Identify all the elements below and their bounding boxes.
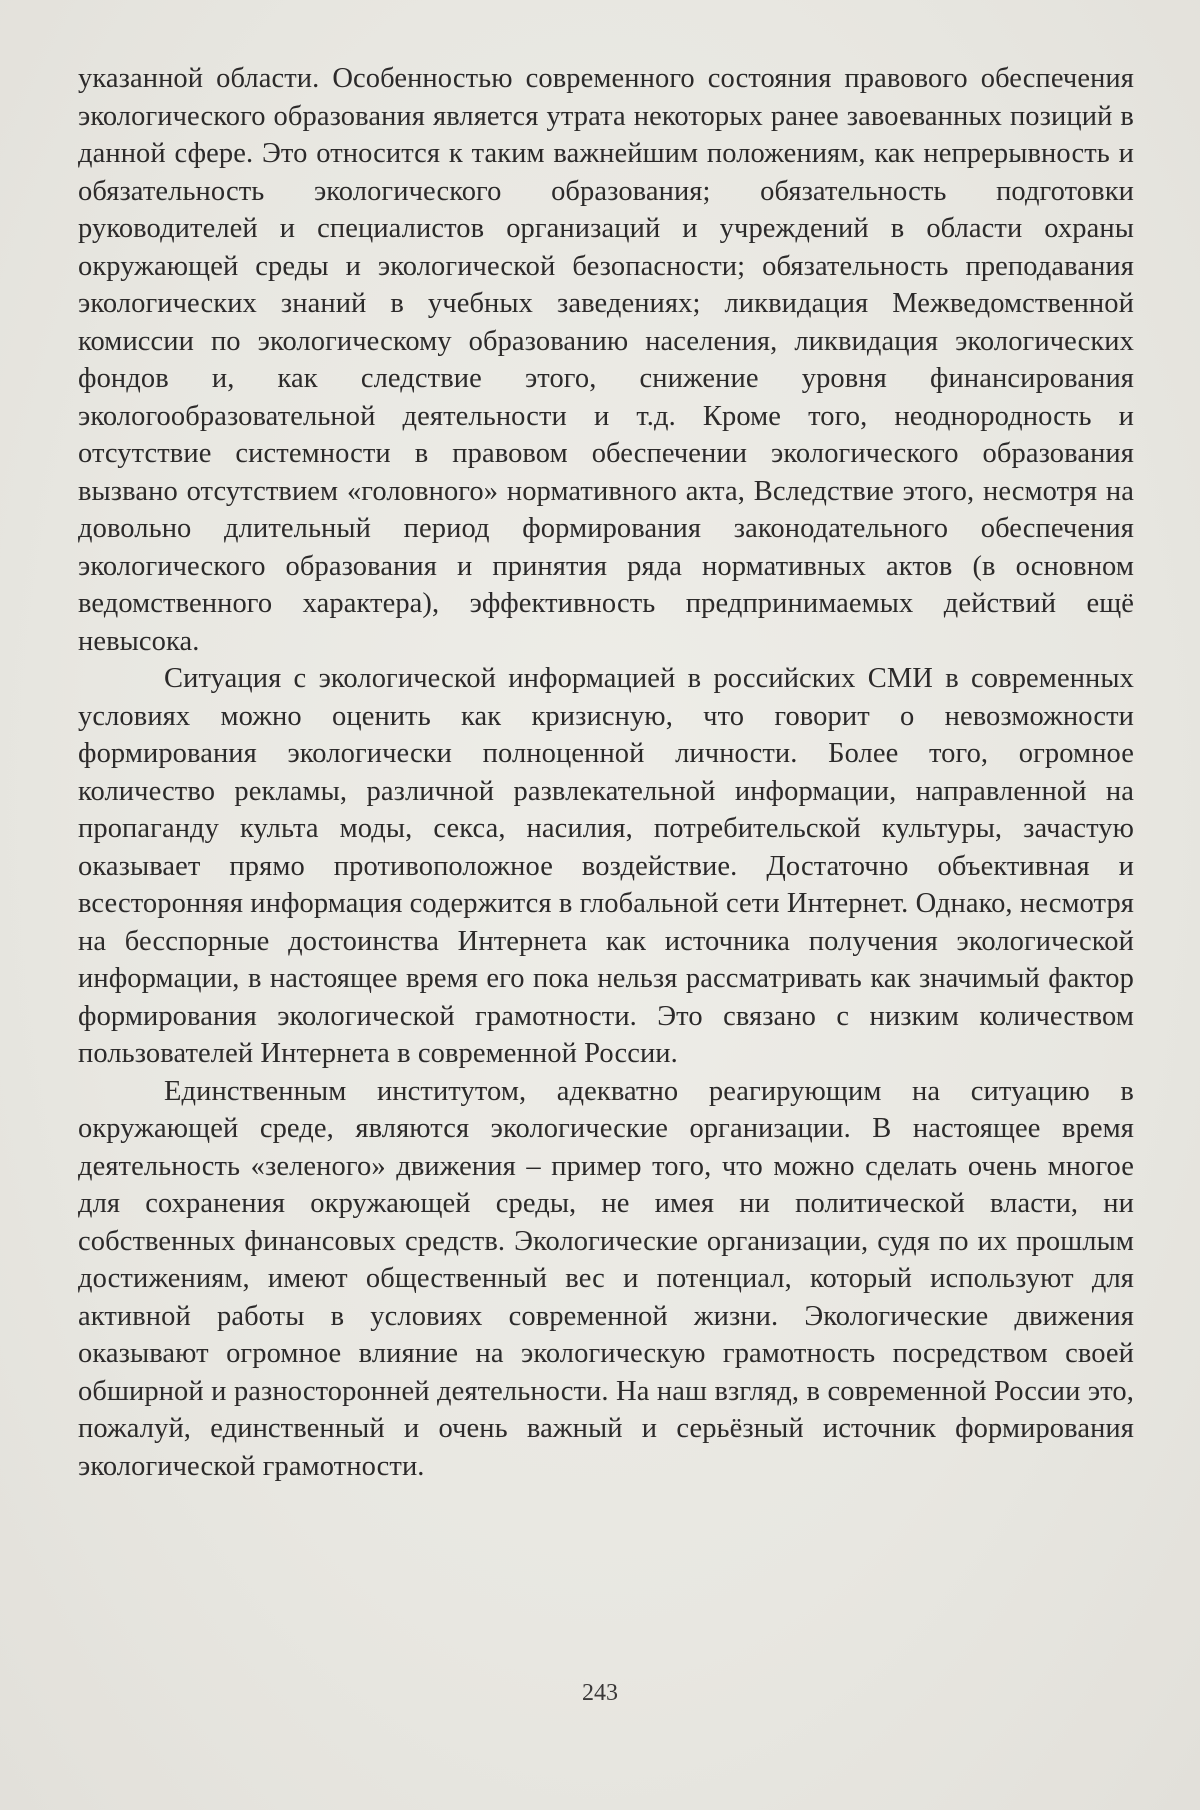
page-number: 243	[582, 1680, 618, 1706]
paragraph-continuation: указанной области. Особенностью современного состояния правового обеспечения экологического образования является утрата некоторых ранее завоеванных позиций в данной сфере. Это относится к таким важнейшим положениям, как непрерывность и обязательность экологического образования; обязательность подготовки руководителей и специалистов организаций и учреждений в области охраны окружающей среды и экологической безопасности; обязательность преподавания экологических знаний в учебных заведениях; ликвидация Межведомственной комиссии по экологическому образованию населения, ликвидация экологических фондов и, как следствие этого, снижение уровня финансирования экологообразовательной деятельности и т.д. Кроме того, неоднородность и отсутствие системности в правовом обеспечении экологического образования вызвано отсутствием «головного» нормативного акта, Вследствие этого, несмотря на довольно длительный период формирования законодательного обеспечения экологического образования и принятия ряда нормативных актов (в основном ведомственного характера), эффективность предпринимаемых действий ещё невысока.	[78, 63, 1134, 657]
body-text	[78, 60, 1134, 1485]
paragraph-ecological-organizations: Единственным институтом, адекватно реагирующим на ситуацию в окружающей среде, являются экологические организации. В настоящее время деятельность «зеленого» движения – пример того, что можно сделать очень многое для сохранения окружающей среды, не имея ни политической власти, ни собственных финансовых средств. Экологические организации, судя по их прошлым достижениям, имеют общественный вес и потенциал, который используют для активной работы в условиях современной жизни. Экологические движения оказывают огромное влияние на экологическую грамотность посредством своей обширной и разносторонней деятельности. На наш взгляд, в современной России это, пожалуй, единственный и очень важный и серьёзный источник формирования экологической грамотности.	[78, 1075, 1134, 1482]
paragraph-media-situation: Ситуация с экологической информацией в российских СМИ в современных условиях можно оценить как кризисную, что говорит о невозможности формирования экологически полноценной личности. Более того, огромное количество рекламы, различной развлекательной информации, направленной на пропаганду культа моды, секса, насилия, потребительской культуры, зачастую оказывает прямо противоположное воздействие. Достаточно объективная и всесторонняя информация содержится в глобальной сети Интернет. Однако, несмотря на бесспорные достоинства Интернета как источника получения экологической информации, в настоящее время его пока нельзя рассматривать как значимый фактор формирования экологической грамотности. Это связано с низким количеством пользователей Интернета в современной России.	[78, 663, 1135, 1069]
